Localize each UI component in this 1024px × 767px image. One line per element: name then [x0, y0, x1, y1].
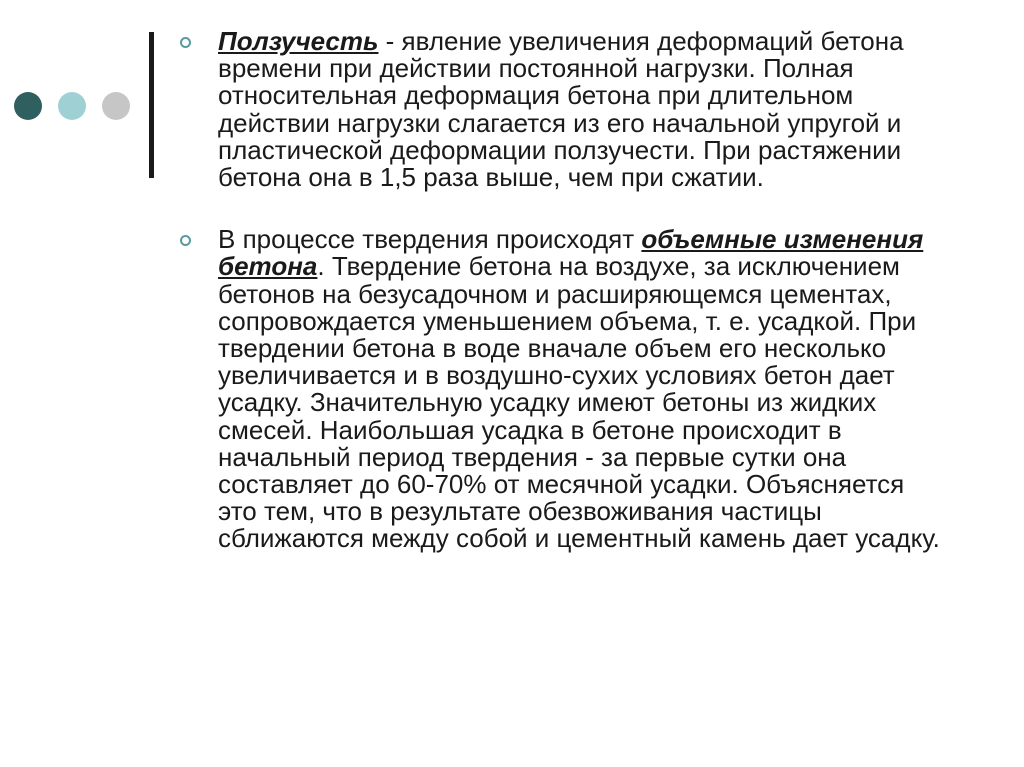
bullet-text: . Твердение бетона на воздухе, за исключением бетонов на безусадочном и расширяющемся цементах, сопровождается уменьшением объема, т. е. усадкой. При твердении бетона в воде вначале объем его несколько увеличивается и в воздушно-сухих условиях бетон дает усадку. Значительную усадку имеют бетоны из жидких смесей. Наибольшая усадка в бетоне происходит в начальный период твердения - за первые сутки она составляет до 60-70% от месячной усадки. Объясняется это тем, что в результате обезвоживания частицы сближаются между собой и цементный камень дает усадку. [218, 251, 940, 554]
term-creep: Ползучесть [218, 26, 379, 56]
bullet-text: - явление увеличения деформаций бетона времени при действии постоянной нагрузки. Полная относительная деформация бетона при длительном действии нагрузки слагается из его начальной упругой и пластической деформации ползучести. При растяжении бетона она в 1,5 раза выше, чем при сжатии. [218, 26, 904, 193]
decor-dot-gray [102, 92, 130, 120]
decor-dot-light [58, 92, 86, 120]
bullet-circle-icon [180, 37, 191, 48]
bullet-volume-changes [180, 226, 940, 552]
bullet-text-lead: В процессе твердения происходят [218, 224, 642, 255]
bullet-circle-icon [180, 235, 191, 246]
slide-content [180, 28, 940, 553]
bullet-creep [180, 28, 940, 191]
term-volume-changes: объемные изменения бетона [218, 224, 924, 282]
vertical-rule [149, 32, 154, 178]
decor-dot-dark [14, 92, 42, 120]
